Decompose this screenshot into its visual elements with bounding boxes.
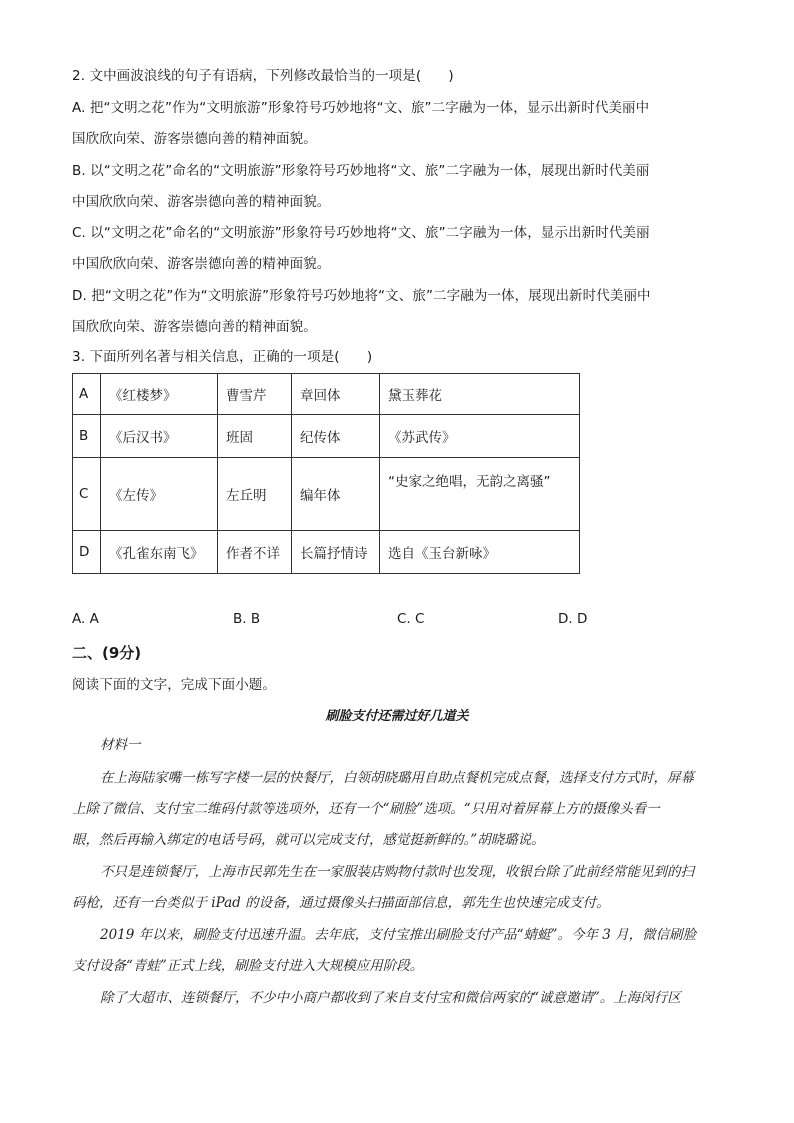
table-cell: 曹雪芹 [218, 374, 292, 415]
table-cell: 《后汉书》 [101, 415, 218, 458]
table-cell: A [73, 374, 101, 415]
question-3-stem: 3. 下面所列名著与相关信息，正确的一项是( ) [72, 349, 373, 365]
q2-option-c-line1: C. 以“文明之花”命名的“文明旅游”形象符号巧妙地将“文、旅”二字融为一体，显示出新时代美丽 [72, 225, 650, 241]
q3-answer-c: C. C [397, 611, 425, 627]
table-cell: 长篇抒情诗 [292, 531, 380, 574]
question-2-stem: 2. 文中画波浪线的句子有语病，下列修改最恰当的一项是( ) [72, 68, 454, 84]
table-cell: 作者不详 [218, 531, 292, 574]
table-cell: 黛玉葬花 [380, 374, 580, 415]
q3-answer-d: D. D [558, 611, 588, 627]
table-cell: C [73, 458, 101, 531]
table-cell: 章回体 [292, 374, 380, 415]
table-cell: 《左传》 [101, 458, 218, 531]
table-cell: 左丘明 [218, 458, 292, 531]
table-cell: 《苏武传》 [380, 415, 580, 458]
table-cell: 选自《玉台新咏》 [380, 531, 580, 574]
table-cell: D [73, 531, 101, 574]
table-cell: B [73, 415, 101, 458]
q3-answer-options [0, 611, 794, 631]
q2-option-d-line2: 国欣欣向荣、游客崇德向善的精神面貌。 [72, 319, 317, 335]
q2-option-a-line1: A. 把“文明之花”作为“文明旅游”形象符号巧妙地将“文、旅”二字融为一体，显示出新时代美丽中 [72, 100, 650, 116]
q2-option-b-line1: B. 以“文明之花”命名的“文明旅游”形象符号巧妙地将“文、旅”二字融为一体，展现出新时代美丽 [72, 163, 650, 179]
table-cell: “史家之绝唱，无韵之离骚” [380, 458, 580, 531]
table-cell: 班固 [218, 415, 292, 458]
article-line: 除了大超市、连锁餐厅，不少中小商户都收到了来自支付宝和微信两家的“诚意邀请”。上海闵行区 [100, 990, 681, 1006]
q3-answer-b: B. B [233, 611, 261, 627]
material-label: 材料一 [100, 737, 141, 753]
q2-option-a-line2: 国欣欣向荣、游客崇德向善的精神面貌。 [72, 131, 317, 147]
article-line: 码枪，还有一台类似于 iPad 的设备，通过摄像头扫描面部信息，郭先生也快速完成支付。 [72, 895, 610, 911]
article-line: 支付设备“青蛙”正式上线，刷脸支付进入大规模应用阶段。 [72, 958, 424, 974]
table-row [73, 531, 580, 574]
table-row [73, 415, 580, 458]
q3-answer-a: A. A [72, 611, 99, 627]
section-2-heading: 二、(9分) [72, 644, 142, 662]
table-cell: 编年体 [292, 458, 380, 531]
table-row [73, 374, 580, 415]
article-line: 眼，然后再输入绑定的电话号码，就可以完成支付，感觉挺新鲜的。”胡晓璐说。 [72, 832, 545, 848]
q2-option-c-line2: 中国欣欣向荣、游客崇德向善的精神面貌。 [72, 256, 331, 272]
q2-option-d-line1: D. 把“文明之花”作为“文明旅游”形象符号巧妙地将“文、旅”二字融为一体，展现出新时代美丽中 [72, 288, 651, 304]
article-title: 刷脸支付还需过好几道关 [325, 709, 469, 724]
table-cell: 《孔雀东南飞》 [101, 531, 218, 574]
works-info-table [72, 373, 580, 574]
article-line: 不只是连锁餐厅，上海市民郭先生在一家服装店购物付款时也发现，收银台除了此前经常能见到的扫 [100, 864, 694, 880]
table-cell: 纪传体 [292, 415, 380, 458]
q2-option-b-line2: 中国欣欣向荣、游客崇德向善的精神面貌。 [72, 194, 331, 210]
section-2-instruction: 阅读下面的文字，完成下面小题。 [72, 677, 276, 693]
table-cell: 《红楼梦》 [101, 374, 218, 415]
article-line: 在上海陆家嘴一栋写字楼一层的快餐厅，白领胡晓璐用自助点餐机完成点餐，选择支付方式时，屏幕 [100, 770, 694, 786]
article-line: 上除了微信、支付宝二维码付款等选项外，还有一个“刷脸”选项。“只用对着屏幕上方的摄像头看一 [72, 801, 660, 817]
article-line: 2019 年以来，刷脸支付迅速升温。去年底，支付宝推出刷脸支付产品“蜻蜓”。今年 3 月，微信刷脸 [100, 927, 697, 943]
table-row [73, 458, 580, 531]
